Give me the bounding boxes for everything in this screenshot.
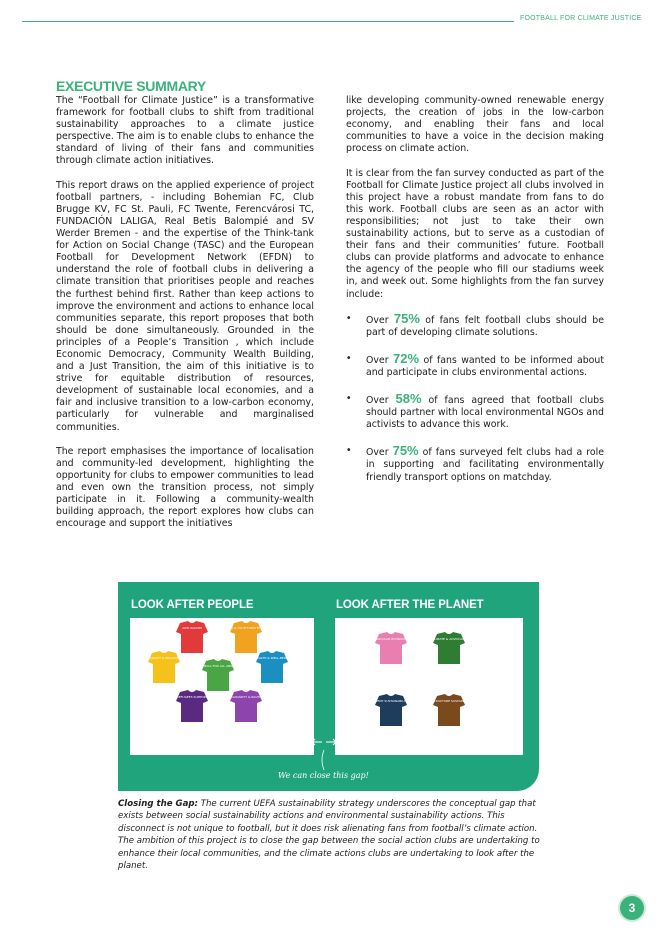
svg-text:EVENT SUSTAINABILITY: EVENT SUSTAINABILITY [373,699,409,703]
bullet-icon: • [346,352,352,364]
bullet-icon: • [346,393,352,405]
planet-shirts [335,618,523,755]
gap-infographic [118,582,539,791]
gap-label: We can close this gap! [278,771,369,780]
svg-text:CLIMATE & ADVOCACY: CLIMATE & ADVOCACY [432,637,466,641]
paragraph: The report emphasises the importance of localisation and community-led development, highlighting the opportunity for clubs to empower communities to lead and even own the transition process, not simply participate in it. Following a community-wealth building approach, the report explores how clubs can encourage and support the initiatives [56,445,314,530]
svg-text:INFRASTRUCTURE SUSTAINABILITY: INFRASTRUCTURE SUSTAINABILITY [423,699,475,703]
svg-text:HEALTH & WELL-BEING: HEALTH & WELL-BEING [254,656,290,660]
left-column [56,95,314,542]
stat-value: 72% [393,350,420,366]
shirt-child-youth-icon [224,621,268,653]
shirt-equality-icon [146,651,181,683]
figure-caption [118,798,542,872]
people-shirts [130,618,314,755]
svg-text:CHILD & YOUTH PROTECTION: CHILD & YOUTH PROTECTION [223,626,269,630]
shirt-circular-economy-icon [375,632,407,664]
stat-value: 75% [392,443,419,459]
shirt-anti-racism-icon [176,621,208,653]
svg-text:CIRCULAR ECONOMY: CIRCULAR ECONOMY [375,637,407,641]
list-item: • Over 58% of fans agreed that football clubs should partner with local environmental NGOs and activists to advance this work. [346,391,604,431]
svg-text:SOLIDARITY & RIGHTS: SOLIDARITY & RIGHTS [229,695,263,699]
shirt-health-icon [255,651,290,683]
survey-highlights [346,310,605,484]
list-item: • Over 72% of fans wanted to be informed about and participate in clubs environmental actions. [346,350,605,378]
shirt-refugees-icon [176,690,208,722]
stat-value: 58% [395,391,422,407]
svg-text:REFUGEES SUPPORT: REFUGEES SUPPORT [176,695,208,699]
planet-panel [335,618,523,755]
stat-value: 75% [393,310,420,326]
header-rule [22,21,514,22]
shirt-event-sustainability-icon [374,694,409,726]
right-column [346,95,604,498]
caption-lead: Closing the Gap: [118,799,198,809]
list-item: • Over 75% of fans felt football clubs should be part of developing climate solutions. [346,310,604,338]
planet-heading: LOOK AFTER THE PLANET [336,599,484,611]
svg-text:EQUALITY & INCLUSION: EQUALITY & INCLUSION [146,656,182,660]
paragraph: like developing community-owned renewable energy projects, the creation of jobs in the low-carbon economy, and enabling their fans and local communities to have a voice in the decision making process on climate action. [346,95,604,155]
svg-text:ANTI-RACISM: ANTI-RACISM [182,626,202,630]
section-title: EXECUTIVE SUMMARY [56,78,206,94]
gap-arrow-icon [308,732,342,772]
bullet-icon: • [346,312,352,324]
shirt-football-all-icon [196,659,240,691]
paragraph: This report draws on the applied experience of project football partners, - including Bohemian FC, Club Brugge KV, FC St. Pauli, FC Twente, Ferencvárosi TC, FUNDACIÓN LALIGA, Real Betis Balompié and SV Werder Bremen - and the expertise of the Think-tank for Action on Social Change (TASC) and the European Football for Development Network (EFDN) to understand the role of football clubs in delivering a climate transition that prioritises people and reaches the furthest behind first. Rather than keep actions to improve the environment and actions to enhance local communities separate, this report proposes that both should be done simultaneously. Grounded in the principles of a People’s Transition , which include Economic Democracy, Community Wealth Building, and a Just Transition, the aim of this initiative is to strive for equitable distribution of resources, development of sustainable local economies, and a fair and inclusive transition to a low-carbon economy, particularly for vulnerable and marginalised communities. [56,179,314,433]
running-header: FOOTBALL FOR CLIMATE JUSTICE [520,15,642,22]
list-item: • Over 75% of fans surveyed felt clubs had a role in supporting and facilitating environmentally friendly transport options on matchday. [346,443,605,483]
paragraph: The “Football for Climate Justice” is a transformative framework for football clubs to shift from traditional sustainability approaches to a climate justice perspective. The aim is to enable clubs to enhance the standard of living of their fans and communities through climate action initiatives. [56,95,314,167]
page-number: 3 [620,896,644,920]
shirt-solidarity-icon [229,690,262,722]
caption-text: The current UEFA sustainability strategy underscores the conceptual gap that exists between social sustainability actions and environmental sustainability actions. This disconnect is not unique to football, but it does risk alienating fans from football’s climate action. The ambition of this project is to close the gap between the social action clubs are undertaking to enhance their local communities, and the climate actions clubs are undertaking to look after the planet. [118,799,540,872]
people-panel [130,618,314,755]
bullet-icon: • [346,445,352,457]
svg-text:FOOTBALL FOR ALL ABILITIES: FOOTBALL FOR ALL ABILITIES [195,664,241,668]
shirt-infrastructure-icon [423,694,475,726]
shirt-climate-advocacy-icon [432,632,466,664]
people-heading: LOOK AFTER PEOPLE [131,599,254,611]
paragraph: It is clear from the fan survey conducted as part of the Football for Climate Justice project all clubs involved in this project have a robust mandate from fans to do this work. Football clubs are seen as an actor with responsibilities; not just to take their own sustainability actions, but to serve as a custodian of their fans and their communities’ future. Football clubs can provide platforms and advocate to enhance the agency of the people who fill our stadiums week in, and week out. Some highlights from the fan survey include: [346,167,604,300]
